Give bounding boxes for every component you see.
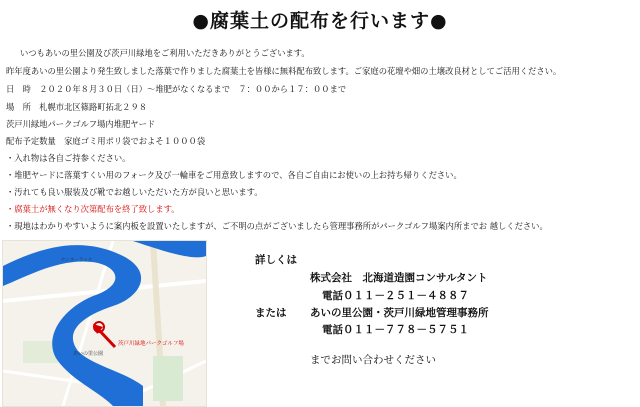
- intro-text: 昨年度あいの里公園より発生致しました落葉で作りました腐葉土を皆様に無料配布致します。ご家庭の花壇や畑の土壌改良材としてご活用ください。: [6, 66, 562, 76]
- details-label: 詳しくは: [255, 254, 297, 266]
- company-phone: 電話０１１－２５１－４８８７: [322, 290, 469, 302]
- company-name: 株式会社 北海道造園コンサルタント: [310, 272, 488, 284]
- office-name: あいの里公園・茨戸川緑地管理事務所: [310, 307, 489, 319]
- greeting-text: いつもあいの里公園及び茨戸川緑地をご利用いただきありがとうございます。: [20, 48, 310, 58]
- closing-text: までお問い合わせください: [310, 354, 436, 366]
- location-map: [2, 240, 207, 407]
- map-graphic: [3, 241, 206, 406]
- map-label-park: あいの里公園: [73, 351, 104, 357]
- or-label: または: [255, 307, 287, 319]
- park-area: [153, 356, 183, 401]
- map-label-golf: 茨戸川緑地パークゴルフ場: [118, 341, 184, 347]
- place-detail-text: 茨戸川緑地パークゴルフ場内堆肥ヤード: [6, 119, 156, 129]
- place-text: 場 所 札幌市北区篠路町拓北２９８: [6, 102, 148, 112]
- note-container-text: ・入れ物は各自ご持参ください。: [6, 153, 131, 163]
- note-tools-text: ・堆肥ヤードに落葉すくい用のフォーク及び一輪車をご用意致しますので、各自ご自由にお使いの上お持ち帰りください。: [6, 170, 462, 180]
- note-clothing-text: ・汚れても良い服装及び靴でお越しいただいた方が良いと思います。: [6, 187, 263, 197]
- page-title: ●腐葉土の配布を行います●: [192, 10, 448, 32]
- map-label-center: センターラック: [61, 258, 93, 263]
- quantity-text: 配布予定数量 家庭ゴミ用ポリ袋でおよそ１０００袋: [6, 136, 206, 146]
- end-notice-text: ・腐葉土が無くなり次第配布を終了致します。: [6, 204, 180, 214]
- date-text: 日 時 ２０２０年８月３０日（日）～堆肥がなくなるまで ７：００から１７：００まで: [6, 84, 347, 94]
- office-phone: 電話０１１－７７８－５７５１: [322, 324, 469, 336]
- signage-text: ・現地はわかりやすいように案内板を設置いたしますが、ご不明の点がございましたら管理事務所がパークゴルフ場案内所までお 越しください。: [6, 221, 548, 231]
